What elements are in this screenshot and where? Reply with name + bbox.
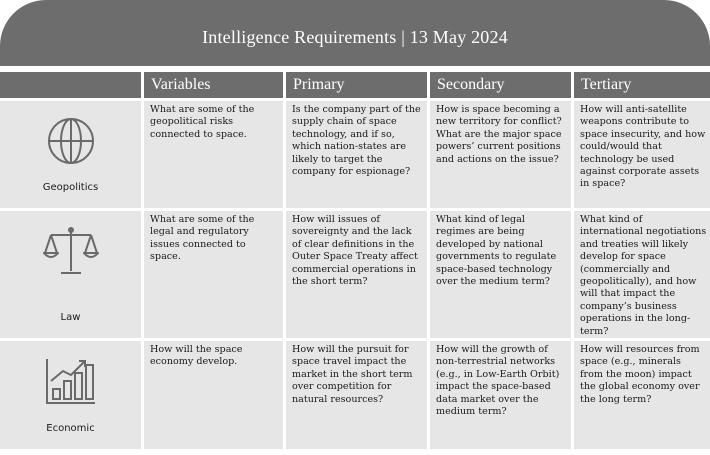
cell-tertiary: What kind of international negotiations and treaties will likely develop for space (commercially and geopolitically), and how will that impact the company’s business operations in the long-term? bbox=[574, 211, 710, 338]
category-label: Geopolitics bbox=[42, 181, 99, 193]
category-cell bbox=[0, 341, 141, 449]
header-row bbox=[0, 72, 710, 98]
column-header-secondary: Secondary bbox=[430, 72, 571, 98]
cell-variables: What are some of the geopolitical risks connected to space. bbox=[144, 101, 283, 208]
table-row-geopolitics bbox=[0, 101, 710, 208]
table-row-law bbox=[0, 211, 710, 338]
cell-secondary: How is space becoming a new territory for conflict? What are the major space powers’ current positions and actions on the issue? bbox=[430, 101, 571, 208]
cell-tertiary: How will anti-satellite weapons contribute to space insecurity, and how could/would that technology be used against corporate assets in space? bbox=[574, 101, 710, 208]
table-row-economic bbox=[0, 341, 710, 449]
cell-primary: How will issues of sovereignty and the lack of clear definitions in the Outer Space Treaty affect commercial operations in the short term? bbox=[286, 211, 427, 338]
category-cell bbox=[0, 101, 141, 208]
cell-primary: How will the pursuit for space travel impact the market in the short term over competition for natural resources? bbox=[286, 341, 427, 449]
column-header-variables: Variables bbox=[144, 72, 283, 98]
title-banner bbox=[0, 0, 710, 66]
page-title: Intelligence Requirements | 13 May 2024 bbox=[202, 26, 508, 47]
category-label: Law bbox=[60, 311, 81, 323]
column-header-tertiary: Tertiary bbox=[574, 72, 710, 98]
cell-variables: How will the space economy develop. bbox=[144, 341, 283, 449]
requirements-table bbox=[0, 69, 710, 452]
cell-variables: What are some of the legal and regulatory issues connected to space. bbox=[144, 211, 283, 338]
category-cell bbox=[0, 211, 141, 338]
globe-icon bbox=[45, 115, 97, 167]
cell-tertiary: How will resources from space (e.g., minerals from the moon) impact the global economy over the long term? bbox=[574, 341, 710, 449]
cell-secondary: What kind of legal regimes are being developed by national governments to regulate space-based technology over the medium term? bbox=[430, 211, 571, 338]
cell-primary: Is the company part of the supply chain of space technology, and if so, which nation-states are likely to target the company for espionage? bbox=[286, 101, 427, 208]
column-header-primary: Primary bbox=[286, 72, 427, 98]
scales-icon bbox=[41, 225, 101, 279]
bar-chart-icon bbox=[43, 355, 99, 409]
column-header-blank bbox=[0, 72, 141, 98]
category-label: Economic bbox=[46, 422, 95, 434]
cell-secondary: How will the growth of non-terrestrial networks (e.g., in Low-Earth Orbit) impact the space-based data market over the medium term? bbox=[430, 341, 571, 449]
